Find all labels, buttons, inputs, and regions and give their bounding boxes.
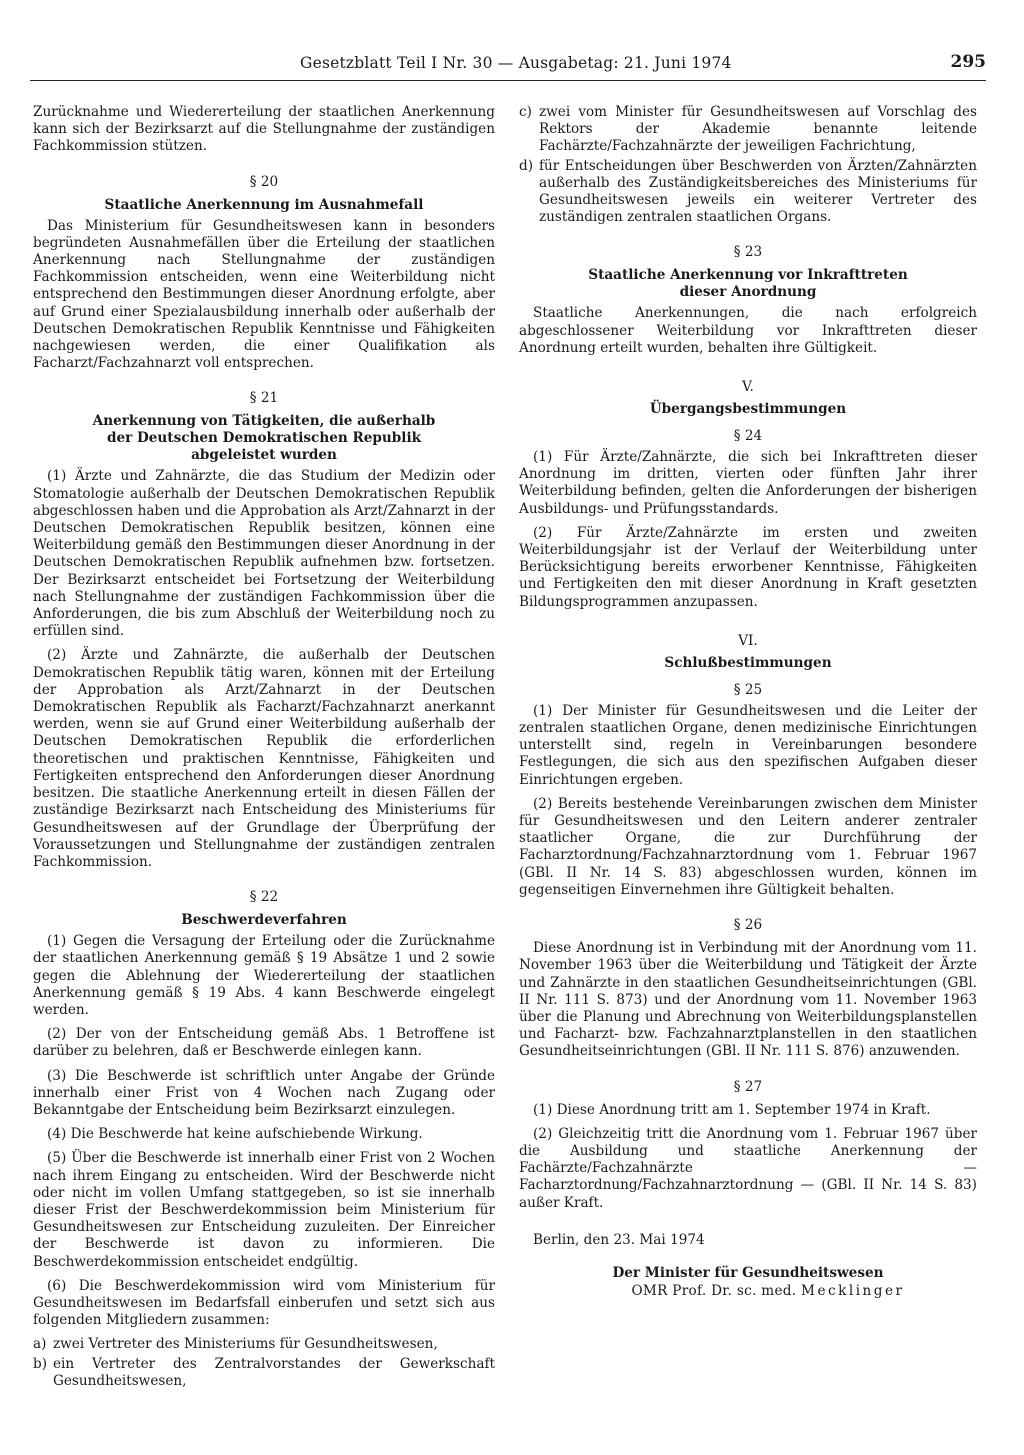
paragraph: (1) Gegen die Versagung der Erteilung oder die Zurücknahme der staatlichen Anerkennung gemäß § 19 Absätze 1 und 2 sowie gegen die Ablehnung der Wiedererteilung der staatlichen Anerkennung gemäß § 19 Abs. 4 kann Beschwerde eingelegt werden.	[33, 933, 495, 1018]
section-title-line: Anerkennung von Tätigkeiten, die außerhalb	[92, 413, 436, 430]
signature-title: Der Minister für Gesundheitswesen	[612, 1264, 884, 1281]
list-item	[33, 1356, 495, 1390]
paragraph: (2) Gleichzeitig tritt die Anordnung vom 1. Februar 1967 über die Ausbildung und staatliche Anerkennung der Fachärzte/Fachzahnärzte — Facharztordnung/Fachzahnarztordnung — (GBl. II Nr. 14 S. 83) außer Kraft.	[519, 1125, 977, 1211]
list-item-text: zwei vom Minister für Gesundheitswesen auf Vorschlag des Rektors der Akademie benannte leitende Fachärzte/Fachzahnärzte der jeweiligen Fachrichtung,	[539, 104, 977, 155]
paragraph: (1) Für Ärzte/Zahnärzte, die sich bei Inkrafttreten dieser Anordnung im dritten, vierten oder fünften Jahr ihrer Weiterbildung befinden, gelten die Anforderungen der bisherigen Ausbildungs- und Prüfungsstandards.	[519, 449, 977, 517]
list-item-label: b)	[33, 1355, 48, 1372]
section-number-26: § 26	[733, 917, 763, 934]
paragraph: Staatliche Anerkennungen, die nach erfolgreich abgeschlossener Weiterbildung vor Inkrafttreten dieser Anordnung erteilt wurden, behalten ihre Gültigkeit.	[519, 305, 977, 356]
paragraph: Das Ministerium für Gesundheitswesen kann in besonders begründeten Ausnahmefällen über die Erteilung der staatlichen Anerkennung nach Stellungnahme der zuständigen Fachkommission entscheiden, wenn eine Weiterbildung nicht entsprechend den Bestimmungen dieser Anordnung erfolgte, aber auf Grund einer Spezialausbildung innerhalb oder außerhalb der Deutschen Demokratischen Republik Kenntnisse und Fähigkeiten nachgewiesen werden, die einer Qualifikation als Facharzt/Fachzahnarzt voll entsprechen.	[33, 217, 495, 372]
list-item	[33, 1336, 495, 1353]
section-title-23	[519, 267, 977, 301]
list-item	[519, 158, 977, 227]
part-number-6: VI.	[738, 632, 758, 649]
paragraph: Diese Anordnung ist in Verbindung mit der Anordnung vom 11. November 1963 über die Weiterbildung und Tätigkeit der Ärzte und Zahnärzte in den staatlichen Gesundheitseinrichtungen (GBl. II Nr. 111 S. 873) und der Anordnung vom 11. November 1963 über die Planung und Abrechnung von Weiterbildungsplanstellen und Facharzt- bzw. Fachzahnarztplanstellen in den staatlichen Gesundheitseinrichtungen (GBl. II Nr. 111 S. 876) anzuwenden.	[519, 940, 977, 1060]
right-column	[519, 104, 977, 1299]
section-title-line: abgeleistet wurden	[191, 447, 337, 464]
paragraph: (2) Der von der Entscheidung gemäß Abs. 1 Betroffene ist darüber zu belehren, daß er Beschwerde einlegen kann.	[33, 1026, 495, 1060]
section-title-22: Beschwerdeverfahren	[181, 912, 347, 929]
section-title-21	[33, 413, 495, 464]
part-number-5: V.	[742, 379, 754, 396]
list-item-label: d)	[519, 157, 534, 174]
header-title: Gesetzblatt Teil I Nr. 30 — Ausgabetag: 21. Juni 1974	[300, 54, 732, 72]
paragraph: (1) Ärzte und Zahnärzte, die das Studium der Medizin oder Stomatologie außerhalb der Deutschen Demokratischen Republik abgeschlossen haben und die Approbation als Arzt/Zahnarzt in der Deutschen Demokratischen Republik besitzen, können eine Weiterbildung gemäß den Bestimmungen dieser Anordnung in der Deutschen Demokratischen Republik aufnehmen bzw. fortsetzen. Der Bezirksarzt entscheidet bei Fortsetzung der Weiterbildung nach Stellungnahme der zuständigen Fachkommission über die Anforderungen, die bis zum Abschluß der Weiterbildung noch zu erfüllen sind.	[33, 468, 495, 640]
place-date: Berlin, den 23. Mai 1974	[533, 1231, 705, 1248]
section-number-27: § 27	[733, 1078, 763, 1095]
list-item-text: für Entscheidungen über Beschwerden von Ärzten/Zahnärzten außerhalb des Zuständigkeitsbereiches des Ministeriums für Gesundheitswesen jeweils ein weiterer Vertreter des zuständigen zentralen staatlichen Organs.	[539, 157, 977, 226]
signature-surname: Mecklinger	[801, 1282, 905, 1299]
section-title-line: Staatliche Anerkennung vor Inkrafttreten	[588, 267, 908, 284]
list-item-label: a)	[33, 1336, 47, 1353]
paragraph: (2) Ärzte und Zahnärzte, die außerhalb der Deutschen Demokratischen Republik tätig waren, können mit der Erteilung der Approbation als Arzt/Zahnarzt in der Deutschen Demokratischen Republik als Facharzt/Fachzahnarzt anerkannt werden, wenn sie auf Grund einer Weiterbildung außerhalb der Deutschen Demokratischen Republik die erforderlichen theoretischen und praktischen Kenntnisse, Fähigkeiten und Fertigkeiten entsprechend den Anforderungen dieser Anordnung besitzen. Die staatliche Anerkennung erteilt in diesen Fällen der zuständige Bezirksarzt nach Entscheidung des Ministeriums für Gesundheitswesen auf der Grundlage der Überprüfung der Voraussetzungen und Stellungnahme der zuständigen zentralen Fachkommission.	[33, 647, 495, 870]
page-header	[30, 54, 986, 81]
section-number-25: § 25	[733, 681, 763, 698]
intro-paragraph: Zurücknahme und Wiedererteilung der staatlichen Anerkennung kann sich der Bezirksarzt auf die Stellungnahme der zuständigen Fachkommission stützen.	[33, 104, 495, 155]
paragraph: (4) Die Beschwerde hat keine aufschiebende Wirkung.	[47, 1126, 423, 1143]
page-number: 295	[950, 52, 986, 72]
signature-name-prefix: OMR Prof. Dr. sc. med.	[631, 1282, 797, 1299]
paragraph: (2) Für Ärzte/Zahnärzte im ersten und zweiten Weiterbildungsjahr ist der Verlauf der Weiterbildung unter Berücksichtigung bereits erworbener Kenntnisse, Fähigkeiten und Fertigkeiten den mit dieser Anordnung in Kraft gesetzten Bildungsprogrammen anzupassen.	[519, 524, 977, 610]
section-number-20: § 20	[249, 173, 279, 190]
list-item-text: ein Vertreter des Zentralvorstandes der Gewerkschaft Gesundheitswesen,	[53, 1355, 495, 1389]
paragraph: (2) Bereits bestehende Vereinbarungen zwischen dem Minister für Gesundheitswesen und den Leitern anderer zentraler staatlicher Organe, die zur Durchführung der Facharztordnung/Fachzahnarztordnung vom 1. Februar 1967 (GBl. II Nr. 14 S. 83) abgeschlossen wurden, können im gegenseitigen Einvernehmen ihre Gültigkeit behalten.	[519, 795, 977, 898]
left-column	[33, 104, 495, 1390]
paragraph: (1) Der Minister für Gesundheitswesen und die Leiter der zentralen staatlichen Organe, denen medizinische Einrichtungen unterstellt sind, regeln in Vereinbarungen besondere Festlegungen, die sich aus den spezifischen Aufgaben dieser Einrichtungen ergeben.	[519, 702, 977, 788]
part-title-5: Übergangsbestimmungen	[649, 401, 847, 418]
list-item-text: zwei Vertreter des Ministeriums für Gesundheitswesen,	[53, 1336, 438, 1353]
section-title-line: der Deutschen Demokratischen Republik	[106, 430, 422, 447]
paragraph: (5) Über die Beschwerde ist innerhalb einer Frist von 2 Wochen nach ihrem Eingang zu entscheiden. Wird der Beschwerde nicht oder nicht im vollen Umfang stattgegeben, so ist sie innerhalb dieser Frist der Beschwerdekommission beim Ministerium für Gesundheitswesen zur Entscheidung zuzuleiten. Der Einreicher der Beschwerde ist davon zu informieren. Die Beschwerdekommission entscheidet endgültig.	[33, 1150, 495, 1270]
list-item	[519, 104, 977, 156]
section-number-24: § 24	[733, 428, 763, 445]
paragraph: (1) Diese Anordnung tritt am 1. September 1974 in Kraft.	[533, 1101, 931, 1118]
paragraph: (6) Die Beschwerdekommission wird vom Ministerium für Gesundheitswesen im Bedarfsfall einberufen und setzt sich aus folgenden Mitgliedern zusammen:	[33, 1277, 495, 1329]
section-number-22: § 22	[249, 889, 279, 906]
section-title-20: Staatliche Anerkennung im Ausnahmefall	[104, 196, 424, 213]
paragraph: (3) Die Beschwerde ist schriftlich unter Angabe der Gründe innerhalb einer Frist von 4 Wochen nach Zugang oder Bekanntgabe der Entscheidung beim Bezirksarzt einzulegen.	[33, 1067, 495, 1118]
list-item-label: c)	[519, 104, 532, 120]
section-number-21: § 21	[249, 390, 279, 407]
section-number-23: § 23	[733, 244, 763, 261]
part-title-6: Schlußbestimmungen	[664, 654, 832, 671]
section-title-line: dieser Anordnung	[679, 284, 817, 301]
signature-name	[519, 1283, 977, 1299]
